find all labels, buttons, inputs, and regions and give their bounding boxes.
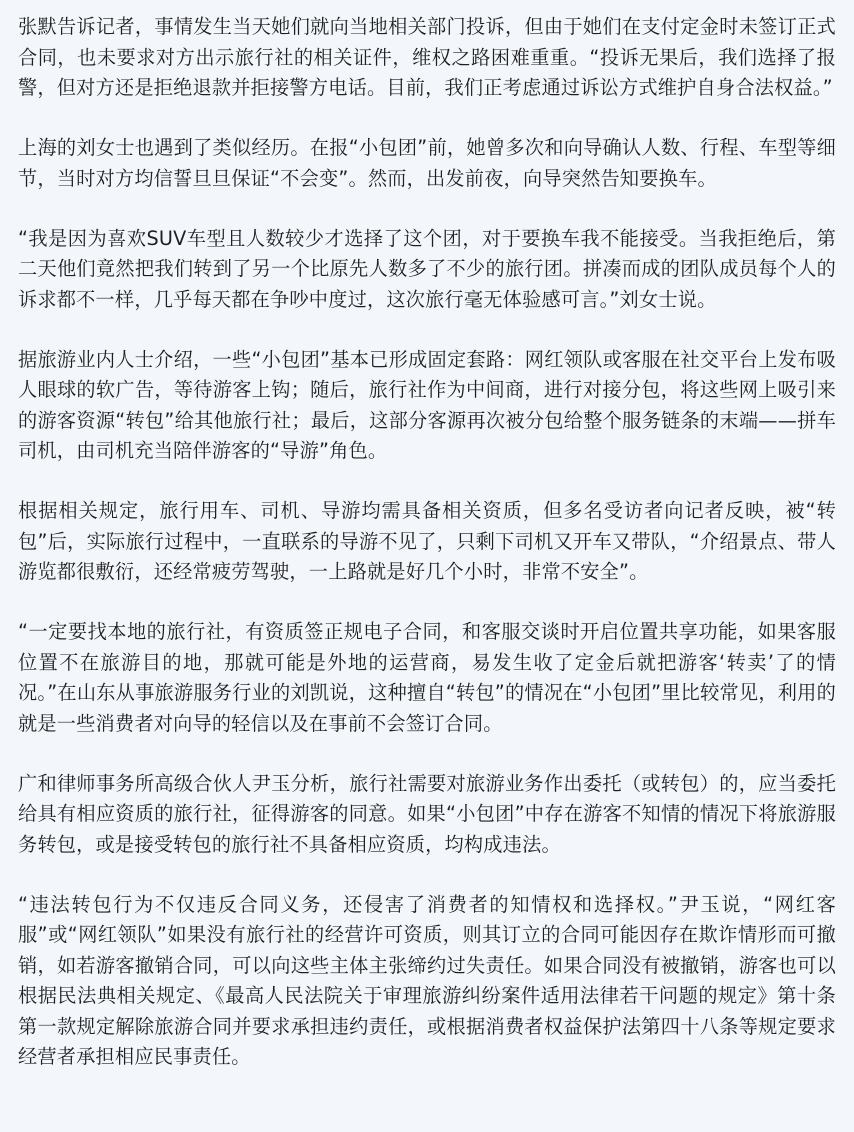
- paragraph-legal-liability: “违法转包行为不仅违反合同义务，还侵害了消费者的知情权和选择权。”尹玉说，“网红客服”或“网红领队”如果没有旅行社的经营许可资质，则其订立的合同可能因存在欺诈情形而可撤销，如若游客撤销合同，可以向这些主体主张缔约过失责任。如果合同没有被撤销，游客也可以根据民法典相关规定、《最高人民法院关于审理旅游纠纷案件适用法律若干问题的规定》第十条第一款规定解除旅游合同并要求承担违约责任，或根据消费者权益保护法第四十八条等规定要求经营者承担相应民事责任。: [18, 892, 836, 1068]
- paragraph-lawyer-analysis: 广和律师事务所高级合伙人尹玉分析，旅行社需要对旅游业务作出委托（或转包）的，应当委托给具有相应资质的旅行社，征得游客的同意。如果“小包团”中存在游客不知情的情况下将旅游服务转包，或是接受转包的旅行社不具备相应资质，均构成违法。: [18, 771, 836, 856]
- paragraph-liu-kai-advice: “一定要找本地的旅行社，有资质签正规电子合同，和客服交谈时开启位置共享功能，如果客服位置不在旅游目的地，那就可能是外地的运营商，易发生收了定金后就把游客‘转卖’了的情况。”在山东从事旅游服务行业的刘凯说，这种擅自“转包”的情况在“小包团”里比较常见，利用的就是一些消费者对向导的轻信以及在事前不会签订合同。: [18, 620, 836, 735]
- paragraph-regulations: 根据相关规定，旅行用车、司机、导游均需具备相关资质，但多名受访者向记者反映，被“转包”后，实际旅行过程中，一直联系的导游不见了，只剩下司机又开车又带队，“介绍景点、带人游览都很敷衍，还经常疲劳驾驶，一上路就是好几个小时，非常不安全”。: [18, 499, 836, 583]
- paragraph-liu-quote: “我是因为喜欢SUV车型且人数较少才选择了这个团，对于要换车我不能接受。当我拒绝后，第二天他们竟然把我们转到了另一个比原先人数多了不少的旅行团。拼凑而成的团队成员每个人的诉求都不一样，几乎每天都在争吵中度过，这次旅行毫无体验感可言。”刘女士说。: [18, 226, 836, 311]
- paragraph-shanghai-case: 上海的刘女士也遇到了类似经历。在报“小包团”前，她曾多次和向导确认人数、行程、车型等细节，当时对方均信誓旦旦保证“不会变”。然而，出发前夜，向导突然告知要换车。: [18, 136, 836, 190]
- paragraph-industry-insider: 据旅游业内人士介绍，一些“小包团”基本已形成固定套路：网红领队或客服在社交平台上发布吸人眼球的软广告，等待游客上钩；随后，旅行社作为中间商，进行对接分包，将这些网上吸引来的游客资源“转包”给其他旅行社；最后，这部分客源再次被分包给整个服务链条的末端——拼车司机，由司机充当陪伴游客的“导游”角色。: [18, 347, 836, 462]
- paragraph-complaint: 张默告诉记者，事情发生当天她们就向当地相关部门投诉，但由于她们在支付定金时未签订正式合同，也未要求对方出示旅行社的相关证件，维权之路困难重重。“投诉无果后，我们选择了报警，但对方还是拒绝退款并拒接警方电话。目前，我们正考虑通过诉讼方式维护自身合法权益。”: [18, 15, 836, 99]
